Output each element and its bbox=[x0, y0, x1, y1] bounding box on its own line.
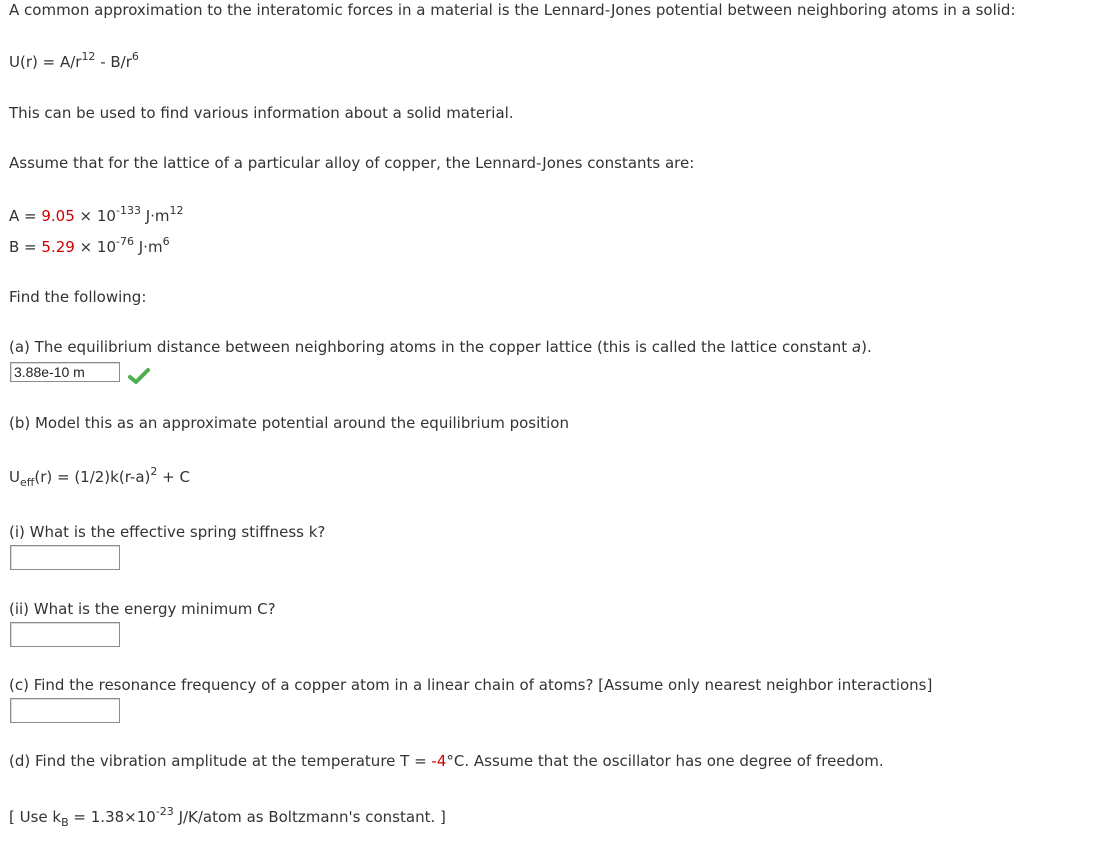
constant-b-unit: J·m bbox=[133, 238, 163, 256]
lennard-jones-formula bbox=[9, 52, 139, 72]
formula-lhs: U(r) = A/r bbox=[9, 53, 82, 71]
part-d-question bbox=[9, 751, 884, 771]
boltzmann-pre: [ Use k bbox=[9, 808, 62, 826]
part-d-temperature-value: -4 bbox=[431, 752, 447, 770]
boltzmann-subscript: B bbox=[61, 816, 69, 829]
part-d-question-end: °C. Assume that the oscillator has one degree of freedom. bbox=[446, 752, 884, 770]
part-a-question-var: a bbox=[851, 338, 862, 356]
intro-text: A common approximation to the interatomic forces in a material is the Lennard-Jones potential between neighboring atoms in a solid: bbox=[9, 1, 1016, 19]
constant-b bbox=[9, 237, 170, 257]
part-d-question-start: (d) Find the vibration amplitude at the temperature T = bbox=[9, 752, 432, 770]
find-text: Find the following: bbox=[9, 288, 147, 306]
constant-b-times: × 10 bbox=[74, 238, 117, 256]
constant-a-unit: J·m bbox=[140, 207, 170, 225]
formula-mid: - B/r bbox=[95, 53, 132, 71]
constant-a-exponent: -133 bbox=[115, 204, 141, 217]
boltzmann-exponent: -23 bbox=[155, 805, 174, 818]
part-b-ii-answer-input[interactable] bbox=[10, 622, 120, 647]
part-b-i-answer-input[interactable] bbox=[10, 545, 120, 570]
part-a-question-end: ). bbox=[861, 338, 872, 356]
constant-b-exponent: -76 bbox=[116, 235, 134, 248]
boltzmann-post: J/K/atom as Boltzmann's constant. ] bbox=[173, 808, 446, 826]
check-icon bbox=[128, 367, 150, 385]
part-a-answer-input[interactable] bbox=[10, 362, 120, 382]
part-b-question: (b) Model this as an approximate potential around the equilibrium position bbox=[9, 414, 569, 432]
part-b-ii-question: (ii) What is the energy minimum C? bbox=[9, 600, 276, 618]
ueff-expr: (r) = (1/2)k(r-a) bbox=[34, 468, 151, 486]
ueff-formula bbox=[9, 467, 190, 487]
ueff-constant: + C bbox=[157, 468, 190, 486]
constant-a-label: A = bbox=[9, 207, 42, 225]
formula-exponent-6: 6 bbox=[131, 50, 139, 63]
constant-a-times: × 10 bbox=[74, 207, 116, 225]
formula-exponent-12: 12 bbox=[81, 50, 96, 63]
constant-b-label: B = bbox=[9, 238, 42, 256]
constant-b-unit-exponent: 6 bbox=[162, 235, 170, 248]
assume-text: Assume that for the lattice of a particular alloy of copper, the Lennard-Jones constants are: bbox=[9, 154, 695, 172]
ueff-subscript: eff bbox=[19, 476, 35, 489]
constant-a-value: 9.05 bbox=[41, 207, 75, 225]
part-c-answer-input[interactable] bbox=[10, 698, 120, 723]
constant-a-unit-exponent: 12 bbox=[169, 204, 184, 217]
ueff-u: U bbox=[9, 468, 20, 486]
boltzmann-mid: = 1.38×10 bbox=[68, 808, 156, 826]
ueff-exponent: 2 bbox=[150, 465, 158, 478]
constant-a bbox=[9, 206, 184, 226]
part-a-question bbox=[9, 337, 872, 357]
part-c-question: (c) Find the resonance frequency of a copper atom in a linear chain of atoms? [Assume only nearest neighbor interactions] bbox=[9, 676, 933, 694]
info-text: This can be used to find various information about a solid material. bbox=[9, 104, 514, 122]
part-a-question-main: (a) The equilibrium distance between neighboring atoms in the copper lattice (this is called the lattice constant bbox=[9, 338, 852, 356]
boltzmann-note bbox=[9, 807, 446, 827]
part-b-i-question: (i) What is the effective spring stiffness k? bbox=[9, 523, 326, 541]
constant-b-value: 5.29 bbox=[41, 238, 75, 256]
